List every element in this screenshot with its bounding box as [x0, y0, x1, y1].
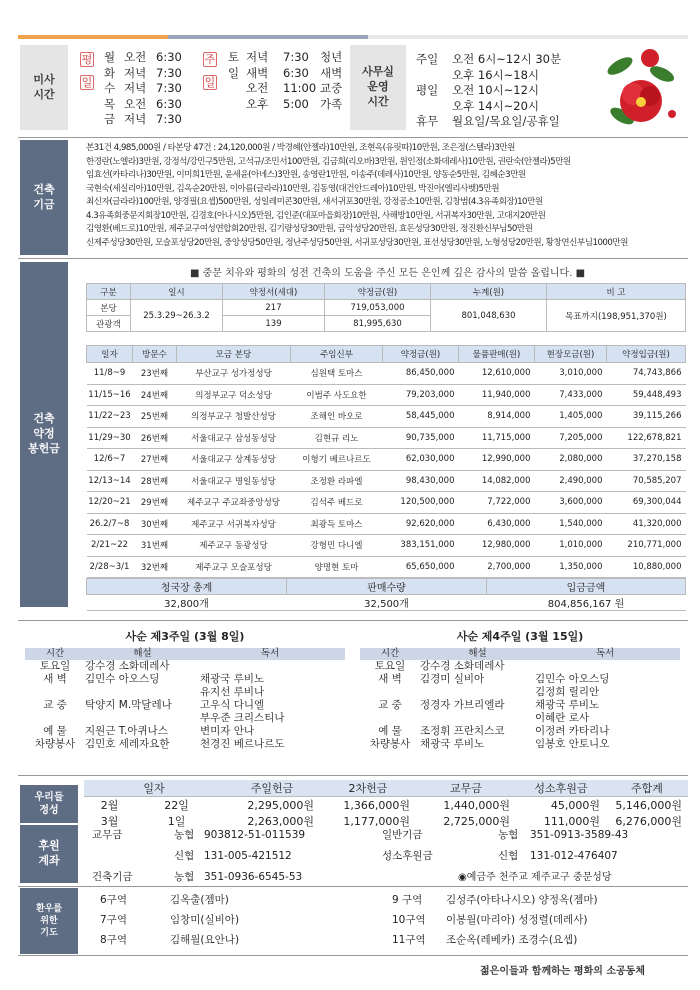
duty-roster-week4: 사순 제4주일 (3월 15일) 시간 해설 독서 토요일 강수경 소화데레사 새 벽 김경미 실비아 김민수 아오스딩 김정희 릴리안 교 중 정경자 가브리엘라 채광국 루비노 이혜란 로사 예 물 조정휘 프란치스코 이정려 카타리나 차량봉사 채광국 루비노 임봉호 안토니오 — [360, 628, 680, 751]
list-item — [25, 712, 345, 725]
table-cell: 이형기 베르나르도 — [291, 449, 383, 471]
divider — [18, 955, 688, 956]
duty-cell: 천경진 베르나르도 — [200, 738, 285, 750]
table-cell: 26번째 — [133, 427, 177, 449]
building-fund-donors: 본31건 4,985,000원 / 타본당 47건 : 24,120,000원 / 박경혜(안젤라)10만원, 조현옥(유릿따)10만원, 조은정(스텔라)3만원 한경란(노엘라)3만원, 강정석/강민구5만원, 고석규/조민서100만원, 김금희(리오바)3만원, 원인정(소화데레사)10만원, 권란숙(안젤라)5만원 임효선(카타리나)30만원, 이미희1만원, 윤세윤(아녜스)3만원, 송영란1만원, 이송주(데레사)10만원, 양동순5만원, 김혜순3만원 국현숙(세실리아)10만원, 김옥순20만원, 이아름(글라라)10만원, 김동영(대건안드레아)10만원, 박진아(엘리사벳)5만원 최신자(글라라)100만원, 양경필(요셉)500만원, 성일레미콘30만원, 새서귀포30만원, 강정공소10만원, 김창범(4.3유족회장)10만원 4.3유족회중문지회장10만원, 김경호(아나시오)5만원, 김인준(대포마을회장)10만원, 사해방10만원, 서귀복자30만원, 고대지20만원 김영환(베드로)10만원, 제주교구여성연합회20만원, 김기량성당30만원, 금악성당20만원, 효돈성당30만원, 정진환신부님50만원 신제주성당30만원, 모슬포성당20만원, 중앙성당50만원, 정난주성당50만원, 서귀포성당30만원, 표선성당30만원, 노형성당20만원, 황창연신부님1000만원 — [86, 143, 628, 248]
table-cell: 부산교구 성가정성당 — [177, 363, 291, 385]
table-cell: 조정환 라파엘 — [291, 470, 383, 492]
table-cell: 210,771,000 — [607, 535, 686, 557]
table-cell: 김현규 리노 — [291, 427, 383, 449]
duty-cell: 조정휘 프란치스코 — [420, 725, 505, 737]
table-cell: 31번째 — [133, 535, 177, 557]
table-row — [87, 449, 686, 471]
table-cell: 1,350,000 — [535, 556, 607, 578]
table-cell: 최광득 토마스 — [291, 513, 383, 535]
offering-label: 우리들 정성 — [20, 785, 78, 823]
duty-cell: 교 중 — [43, 699, 67, 711]
table-cell: 양명현 토마 — [291, 556, 383, 578]
table-cell: 심원택 토마스 — [291, 363, 383, 385]
duty-cell — [420, 712, 535, 725]
table-cell: 11/29~30 — [87, 427, 133, 449]
bank-accounts-left: 교무금 농협 903812-51-011539 신협 131-005-421512 건축기금 농협 351-0936-6545-53 — [92, 829, 306, 883]
duty-cell: 새 벽 — [378, 673, 402, 685]
table-cell: 7,205,000 — [535, 427, 607, 449]
table-cell: 11/15~16 — [87, 384, 133, 406]
thanks-message: ■ 중문 치유와 평화의 성전 건축의 도움을 주신 모든 은인께 깊은 감사의 말씀 올립니다. ■ — [190, 268, 586, 279]
duty-cell: 김경미 실비아 — [420, 673, 485, 685]
table-cell: 69,300,044 — [607, 492, 686, 514]
list-item — [25, 686, 345, 699]
list-item — [360, 686, 680, 699]
table-cell: 65,650,000 — [383, 556, 459, 578]
table-cell: 10,880,000 — [607, 556, 686, 578]
table-row — [87, 384, 686, 406]
sunday-notes: 청년 새벽 교중 가족 — [320, 50, 343, 111]
table-cell: 3,010,000 — [535, 363, 607, 385]
duty-cell: 김민수 아오스딩 — [85, 673, 160, 685]
duty-cell: 지원근 T.아퀴나스 — [85, 725, 168, 737]
table-cell: 11,715,000 — [459, 427, 535, 449]
duty-cell: 이혜란 로사 — [535, 712, 590, 724]
footer-slogan: 젊은이들과 함께하는 평화의 소공동체 — [480, 966, 646, 977]
table-cell: 25번째 — [133, 406, 177, 428]
office-hours: 주일 오전 6시~12시 30분 오후 16시~18시 평일 오전 10시~12시 오후 14시~20시 휴무 월요일/목요일/공휴일 — [416, 52, 562, 128]
duty-cell — [360, 712, 420, 725]
table-cell: 41,320,000 — [607, 513, 686, 535]
pledge-detail-table: 일자 방문수 모금 본당 주임신부 약정금(원) 물품판매(원) 현장모금(원) 약정입금(원) 11/8~9 23번째 부산교구 성가정성당 심원택 토마스 86,450,000 12,610,000 3,010,000 74,743,866 11/15~16 24번째 의정부교구 덕소성당 이범주 사도요한 79,203,000 11,940,000 7,433,000 59,448,493 11/22~23 25번째 의정부교구 청발산성당 조해인 바오로 58,445,000 8,914,000 1,405,000 39,115,266 11/29~30 26번째 서울대교구 삼성동성당 김현규 리노 90,735,000 11,715,000 7,205,000 122,678,821 12/6~7 27번째 서울대교구 상계동성당 이형기 베르나르도 62,030,000 12,990,000 2,080,000 37,270,158 12/13~14 28번째 서울대교구 명일동성당 조정환 라파엘 98,430,000 14,082,000 2,490,000 70,585,207 12/20~21 29번째 제주교구 주교좌중앙성당 김석주 베드로 120,500,000 7,722,000 3,600,000 69,300,044 26.2/7~8 30번째 제주교구 서귀복자성당 최광득 토마스 92,620,000 6,430,000 1,540,000 41,320,000 2/21~22 31번째 제주교구 동광성당 강형민 다니엘 383,151,000 12,980,000 1,010,000 210,771,000 2/28~3/1 32번째 제주교구 모슬포성당 양명현 토마 65,650,000 2,700,000 1,350,000 10,880,000 — [86, 345, 686, 578]
weekday-tag: 평 일 — [81, 53, 93, 89]
table-cell: 23번째 — [133, 363, 177, 385]
sunday-periods: 저녁 새벽 오전 오후 — [246, 50, 269, 111]
table-cell: 제주교구 모슬포성당 — [177, 556, 291, 578]
table-row — [87, 363, 686, 385]
list-item — [360, 712, 680, 725]
duty-cell — [420, 686, 535, 699]
table-cell: 12,610,000 — [459, 363, 535, 385]
sunday-times: 7:30 6:30 11:00 5:00 — [283, 50, 317, 111]
divider — [18, 886, 688, 887]
table-row — [87, 406, 686, 428]
list-item — [25, 725, 345, 738]
table-cell: 11/22~23 — [87, 406, 133, 428]
table-cell: 이범주 사도요한 — [291, 384, 383, 406]
table-cell: 30번째 — [133, 513, 177, 535]
table-cell: 8,914,000 — [459, 406, 535, 428]
table-cell: 29번째 — [133, 492, 177, 514]
table-cell: 김석주 베드로 — [291, 492, 383, 514]
duty-cell — [535, 660, 675, 673]
duty-roster-week3: 사순 제3주일 (3월 8일) 시간 해설 독서 토요일 강수경 소화데레사 새 벽 김민수 아오스딩 채광국 루비노 유지선 루비나 교 중 탁양지 M.막달레나 고우식 다니엘 부우준 크리스티나 예 물 지원근 T.아퀴나스 변미자 안나 차량봉사 김민호 세레자요한 천경진 베르나르도 — [25, 628, 345, 751]
duty-cell: 유지선 루비나 — [200, 686, 265, 698]
table-cell: 3,600,000 — [535, 492, 607, 514]
table-cell: 12,990,000 — [459, 449, 535, 471]
duty-cell — [85, 712, 200, 725]
duty-cell — [360, 686, 420, 699]
duty-cell — [25, 686, 85, 699]
table-cell: 7,722,000 — [459, 492, 535, 514]
table-cell: 383,151,000 — [383, 535, 459, 557]
table-cell: 12/6~7 — [87, 449, 133, 471]
duty-cell: 임봉호 안토니오 — [535, 738, 610, 750]
table-cell: 제주교구 주교좌중앙성당 — [177, 492, 291, 514]
table-cell: 2,490,000 — [535, 470, 607, 492]
table-row — [87, 492, 686, 514]
prayer-list-left: 6구역 김옥출(젬마) 7구역 임창미(실비아) 8구역 김해월(요안나) — [100, 894, 240, 946]
table-cell: 74,743,866 — [607, 363, 686, 385]
table-cell: 11/8~9 — [87, 363, 133, 385]
duty-cell: 변미자 안나 — [200, 725, 255, 737]
list-item — [360, 660, 680, 673]
table-cell: 2,080,000 — [535, 449, 607, 471]
table-cell: 37,270,158 — [607, 449, 686, 471]
duty-cell: 토요일 — [39, 660, 71, 672]
table-cell: 조해인 바오로 — [291, 406, 383, 428]
camellia-flower-icon — [600, 44, 682, 136]
table-cell: 90,735,000 — [383, 427, 459, 449]
table-cell: 1,540,000 — [535, 513, 607, 535]
table-cell: 12/20~21 — [87, 492, 133, 514]
table-cell: 제주교구 서귀복자성당 — [177, 513, 291, 535]
table-cell: 서울대교구 명일동성당 — [177, 470, 291, 492]
table-cell: 11,940,000 — [459, 384, 535, 406]
table-cell: 28번째 — [133, 470, 177, 492]
list-item — [360, 699, 680, 712]
bank-accounts-right: 일반기금 농협 351-0913-3589-43 성소후원금 신협 131-012-476407 ◉예금주 천주교 제주교구 중문성당 — [382, 829, 629, 883]
table-cell: 58,445,000 — [383, 406, 459, 428]
duty-cell — [25, 712, 85, 725]
table-cell: 6,430,000 — [459, 513, 535, 535]
weekday-days: 월 화 수 목 금 — [104, 50, 116, 126]
duty-cell: 이정려 카타리나 — [535, 725, 610, 737]
divider — [18, 775, 688, 776]
table-cell: 2,700,000 — [459, 556, 535, 578]
sunday-days: 토 일 — [228, 50, 240, 80]
duty-cell: 채광국 루비노 — [420, 738, 485, 750]
table-cell: 27번째 — [133, 449, 177, 471]
building-fund-label: 건축 기금 — [20, 140, 68, 255]
table-cell: 14,082,000 — [459, 470, 535, 492]
pledge-label: 건축 약정 봉헌금 — [20, 262, 68, 607]
duty-cell — [200, 660, 340, 673]
table-cell: 70,585,207 — [607, 470, 686, 492]
table-cell: 32번째 — [133, 556, 177, 578]
pledge-totals-table: 청국장 총계 판매수량 입금금액 32,800개 32,500개 804,856,167 원 — [86, 578, 686, 611]
table-row — [87, 556, 686, 578]
duty-cell: 채광국 루비노 — [200, 673, 265, 685]
duty-cell: 예 물 — [43, 725, 67, 737]
duty-cell: 김정희 릴리안 — [535, 686, 600, 698]
table-cell: 120,500,000 — [383, 492, 459, 514]
offering-table: 일자 주일헌금 2차헌금 교무금 성소후원금 주합계 2월 22일 2,295,000원 1,366,000원 1,440,000원 45,000원 5,146,000원 3월 1일 2,263,000원 1,177,000원 2,725,000원 111,000원 6,276,000원 — [84, 780, 688, 829]
table-cell: 12,980,000 — [459, 535, 535, 557]
table-cell: 62,030,000 — [383, 449, 459, 471]
duty-cell: 고우식 다니엘 — [200, 699, 265, 711]
duty-cell: 강수경 소화데레사 — [85, 660, 170, 672]
bank-accounts-label: 후원 계좌 — [20, 825, 78, 883]
duty-cell: 차량봉사 — [369, 738, 411, 750]
sunday-tag: 주 일 — [204, 53, 216, 89]
duty-cell: 새 벽 — [43, 673, 67, 685]
list-item — [360, 738, 680, 751]
list-item — [25, 738, 345, 751]
list-item — [25, 673, 345, 686]
list-item — [360, 673, 680, 686]
table-cell: 7,433,000 — [535, 384, 607, 406]
table-cell: 의정부교구 청발산성당 — [177, 406, 291, 428]
list-item — [360, 725, 680, 738]
prayer-label: 환우를 위한 기도 — [20, 888, 78, 954]
prayer-list-right: 9 구역 김성주(아타나시오) 양정옥(젬마) 10구역 이봉월(마리아) 성정렬(데레사) 11구역 조순옥(레베카) 조경수(요셉) — [392, 894, 598, 946]
table-row — [87, 470, 686, 492]
table-cell: 2/21~22 — [87, 535, 133, 557]
top-decoration-bar — [18, 35, 688, 39]
pledge-summary-table: 구분 일시 약정서(세대) 약정금(원) 누계(원) 비 고 본당 25.3.29~26.3.2 217 719,053,000 801,048,630 목표까지(198,951,370원) 관광객 139 81,995,630 — [86, 283, 686, 332]
divider — [18, 137, 688, 138]
weekday-periods: 오전 저녁 저녁 오전 저녁 — [124, 50, 147, 126]
duty-cell: 탁양지 M.막달레나 — [85, 699, 172, 711]
duty-cell — [85, 686, 200, 699]
divider — [18, 258, 688, 259]
duty-cell: 정경자 가브리엘라 — [420, 699, 505, 711]
table-cell: 86,450,000 — [383, 363, 459, 385]
duty-cell: 교 중 — [378, 699, 402, 711]
table-cell: 서울대교구 상계동성당 — [177, 449, 291, 471]
table-cell: 2/28~3/1 — [87, 556, 133, 578]
divider — [18, 620, 688, 621]
list-item — [25, 699, 345, 712]
table-cell: 1,010,000 — [535, 535, 607, 557]
table-cell: 79,203,000 — [383, 384, 459, 406]
table-row — [87, 427, 686, 449]
table-cell: 12/13~14 — [87, 470, 133, 492]
weekday-times: 6:30 7:30 7:30 6:30 7:30 — [156, 50, 182, 126]
table-cell: 서울대교구 삼성동성당 — [177, 427, 291, 449]
mass-times-label: 미사 시간 — [20, 45, 68, 130]
table-cell: 강형민 다니엘 — [291, 535, 383, 557]
table-cell: 92,620,000 — [383, 513, 459, 535]
duty-cell: 차량봉사 — [34, 738, 76, 750]
list-item — [25, 660, 345, 673]
duty-cell: 토요일 — [374, 660, 406, 672]
table-cell: 98,430,000 — [383, 470, 459, 492]
table-cell: 의정부교구 덕소성당 — [177, 384, 291, 406]
table-cell: 26.2/7~8 — [87, 513, 133, 535]
table-cell: 제주교구 동광성당 — [177, 535, 291, 557]
duty-cell: 김민호 세레자요한 — [85, 738, 170, 750]
table-row — [87, 513, 686, 535]
duty-cell: 강수경 소화데레사 — [420, 660, 505, 672]
table-cell: 24번째 — [133, 384, 177, 406]
table-cell: 122,678,821 — [607, 427, 686, 449]
office-hours-label: 사무실 운영 시간 — [350, 45, 406, 130]
table-cell: 39,115,266 — [607, 406, 686, 428]
table-cell: 1,405,000 — [535, 406, 607, 428]
table-cell: 59,448,493 — [607, 384, 686, 406]
duty-cell: 예 물 — [378, 725, 402, 737]
duty-cell: 김민수 아오스딩 — [535, 673, 610, 685]
duty-cell: 채광국 루비노 — [535, 699, 600, 711]
table-row — [87, 535, 686, 557]
duty-cell: 부우준 크리스티나 — [200, 712, 285, 724]
